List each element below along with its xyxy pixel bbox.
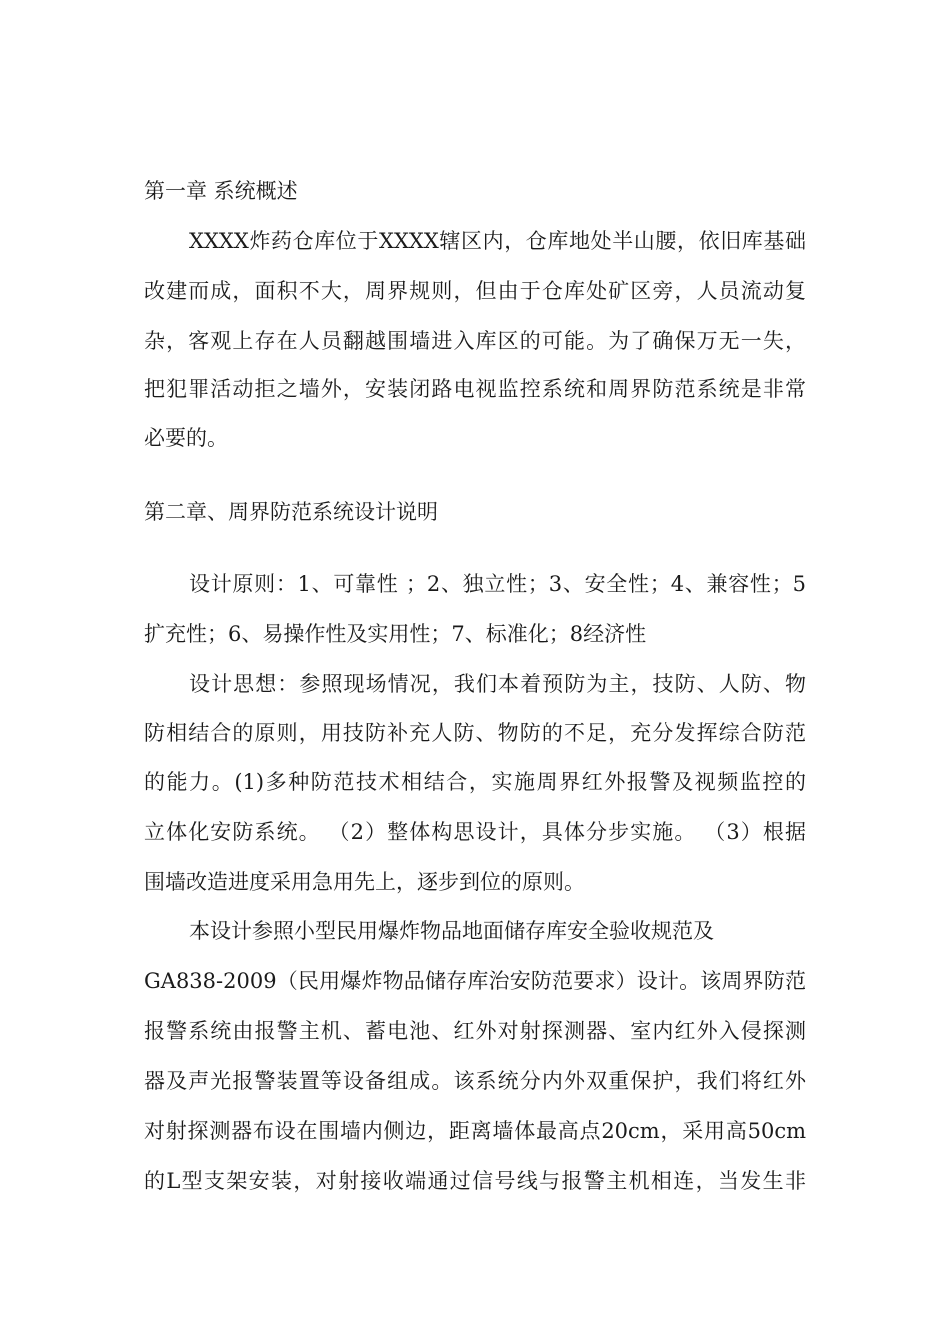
design-basis-line: 器及声光报警装置等设备组成。该系统分内外双重保护，我们将红外: [144, 1069, 806, 1093]
design-thoughts-line: 立体化安防系统。 （2）整体构思设计，具体分步实施。 （3）根据: [144, 820, 806, 844]
design-principles-line: 扩充性；6、易操作性及实用性；7、标准化；8经济性: [144, 622, 647, 646]
chapter-1-paragraph-line: 把犯罪活动拒之墙外，安装闭路电视监控系统和周界防范系统是非常: [144, 377, 806, 401]
design-thoughts-line: 围墙改造进度采用急用先上，逐步到位的原则。: [144, 870, 585, 894]
design-thoughts-line: 设计思想：参照现场情况，我们本着预防为主，技防、人防、物: [189, 672, 806, 696]
chapter-1-heading: 第一章 系统概述: [144, 179, 298, 203]
chapter-1-paragraph-line: 必要的。: [144, 426, 228, 450]
design-basis-line: GA838-2009（民用爆炸物品储存库治安防范要求）设计。该周界防范: [144, 969, 806, 993]
chapter-2-heading: 第二章、周界防范系统设计说明: [144, 500, 438, 524]
chapter-1-paragraph-line: 杂，客观上存在人员翻越围墙进入库区的可能。为了确保万无一失，: [144, 329, 806, 353]
design-basis-line: 本设计参照小型民用爆炸物品地面储存库安全验收规范及: [189, 919, 714, 943]
design-basis-line: 的L型支架安装，对射接收端通过信号线与报警主机相连，当发生非: [144, 1169, 806, 1193]
design-basis-line: 报警系统由报警主机、蓄电池、红外对射探测器、室内红外入侵探测: [144, 1019, 806, 1043]
design-basis-line: 对射探测器布设在围墙内侧边，距离墙体最高点20cm，采用高50cm: [144, 1119, 806, 1143]
design-principles-line: 设计原则：1、可靠性 ；2、独立性；3、安全性；4、兼容性；5: [189, 572, 806, 596]
design-thoughts-line: 防相结合的原则，用技防补充人防、物防的不足，充分发挥综合防范: [144, 721, 806, 745]
design-thoughts-line: 的能力。(1)多种防范技术相结合，实施周界红外报警及视频监控的: [144, 770, 806, 794]
chapter-1-paragraph-line: 改建而成，面积不大，周界规则，但由于仓库处矿区旁，人员流动复: [144, 279, 806, 303]
chapter-1-paragraph-line: XXXX炸药仓库位于XXXX辖区内，仓库地处半山腰，依旧库基础: [189, 229, 806, 253]
